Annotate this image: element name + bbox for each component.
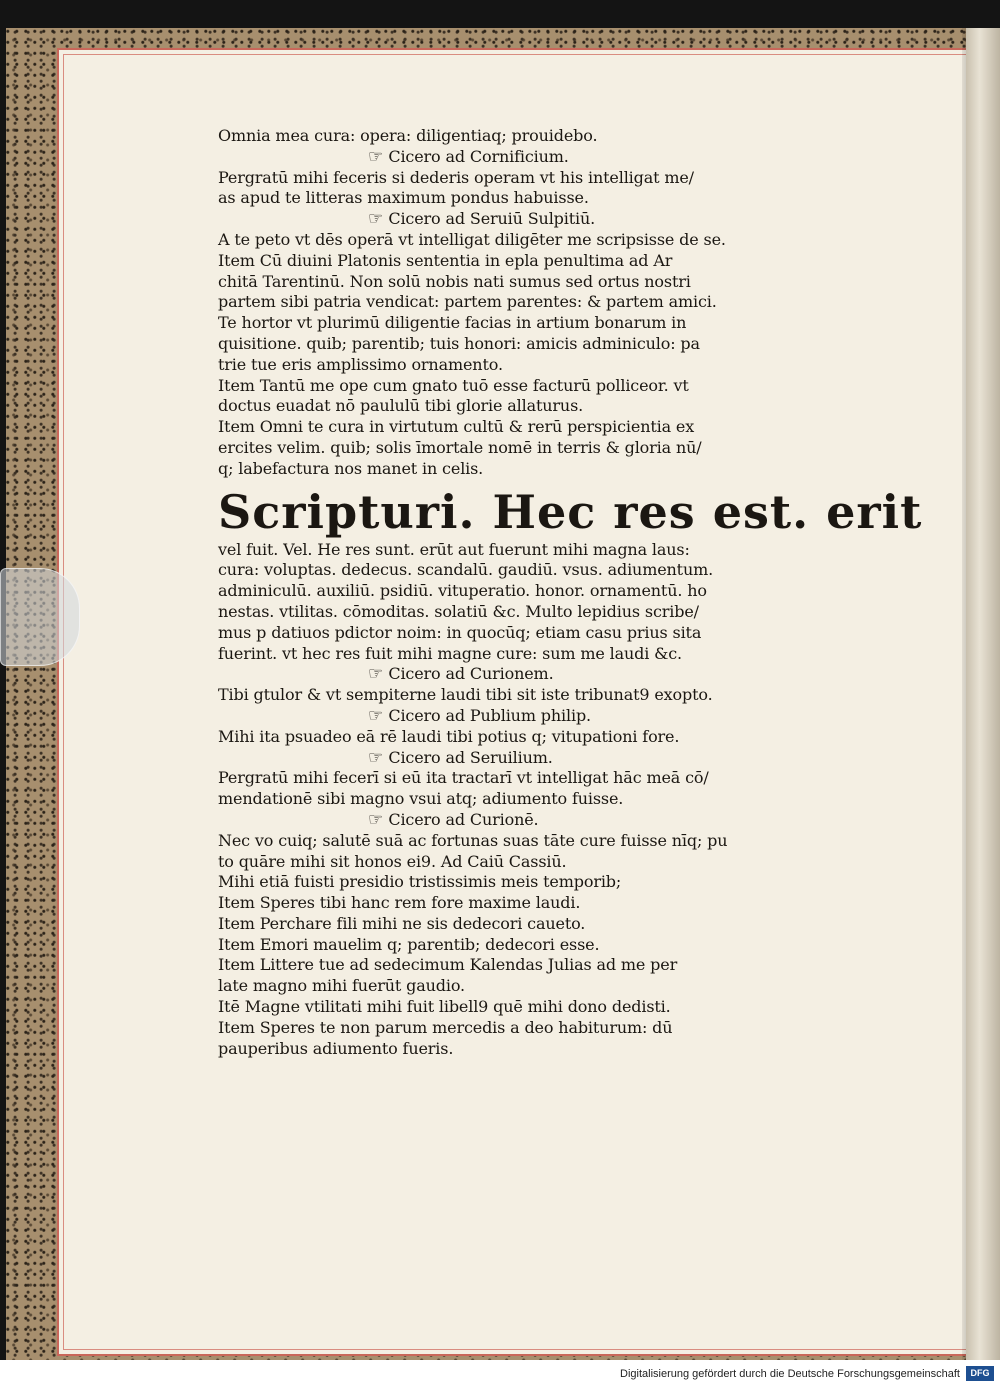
- text-line: chitā Tarentinū. Non solū nobis nati sumus sed ortus nostri: [218, 271, 691, 291]
- letter-heading: ☞ Cicero ad Seruilium.: [368, 747, 553, 768]
- footer-bar: [0, 1362, 1000, 1387]
- text-line: pauperibus adiumento fueris.: [218, 1038, 454, 1058]
- text-line: Pergratū mihi feceris si dederis operam vt his intelligat me/: [218, 167, 694, 187]
- text-line: Omnia mea cura: opera: diligentiaq; prouidebo.: [218, 126, 598, 145]
- text-line: quisitione. quib; parentib; tuis honori: amicis adminiculo: pa: [218, 333, 700, 353]
- text-line: ercites velim. quib; solis īmortale nomē in terris & gloria nū/: [218, 437, 702, 457]
- text-line: as apud te litteras maximum pondus habuisse.: [218, 188, 589, 208]
- letter-heading: ☞ Cicero ad Curionē.: [368, 809, 539, 830]
- text-line: A te peto vt dēs operā vt intelligat diligēter me scripsisse de se.: [218, 229, 726, 249]
- letter-heading: ☞ Cicero ad Cornificium.: [368, 146, 569, 167]
- pointing-hand-icon: ☞: [368, 209, 389, 230]
- text-line: Mihi etiā fuisti presidio tristissimis meis temporib;: [218, 872, 622, 892]
- letter-heading: ☞ Cicero ad Seruiū Sulpitiū.: [368, 209, 596, 230]
- text-line: to quāre mihi sit honos ei9. Ad Caiū Cassiū.: [218, 851, 567, 871]
- text-line: vel fuit. Vel. He res sunt. erūt aut fuerunt mihi magna laus:: [218, 539, 690, 559]
- text-line: Tibi gtulor & vt sempiterne laudi tibi sit iste tribunat9 exopto.: [218, 685, 713, 705]
- text-line: Item Omni te cura in virtutum cultū & rerū perspicientia ex: [218, 417, 695, 437]
- text-line: Te hortor vt plurimū diligentie facias in artium bonarum in: [218, 313, 687, 333]
- section-heading-large: Scripturi. Hec res est. erit: [218, 484, 923, 539]
- text-line: Nec vo cuiq; salutē suā ac fortunas suas tāte cure fuisse nīq; pu: [218, 830, 728, 850]
- text-line: Item Cū diuini Platonis sententia in epla penultima ad Ar: [218, 250, 673, 270]
- text-line: partem sibi patria vendicat: partem parentes: & partem amici.: [218, 292, 717, 312]
- page-clip: [0, 568, 80, 666]
- text-line: Pergratū mihi fecerī si eū ita tractarī vt intelligat hāc meā cō/: [218, 768, 709, 788]
- pointing-hand-icon: ☞: [368, 705, 389, 726]
- text-line: nestas. vtilitas. cōmoditas. solatiū &c. Multo lepidius scribe/: [218, 601, 699, 621]
- text-line: Item Speres tibi hanc rem fore maxime laudi.: [218, 893, 581, 913]
- pointing-hand-icon: ☞: [368, 664, 389, 685]
- text-line: mendationē sibi magno vsui atq; adiumento fuisse.: [218, 789, 624, 809]
- text-line: adminiculū. auxiliū. psidiū. vituperatio. honor. ornamentū. ho: [218, 581, 707, 601]
- text-line: mus p datiuos pdictor noim: in quocūq; etiam casu prius sita: [218, 622, 702, 642]
- text-line: fuerint. vt hec res fuit mihi magne cure: sum me laudi &c.: [218, 643, 682, 663]
- text-line: doctus euadat nō paululū tibi glorie allaturus.: [218, 396, 584, 416]
- pointing-hand-icon: ☞: [368, 809, 389, 830]
- letter-heading: ☞ Cicero ad Publium philip.: [368, 705, 591, 726]
- text-line: Item Perchare fili mihi ne sis dedecori caueto.: [218, 913, 586, 933]
- text-line: q; labefactura nos manet in celis.: [218, 458, 484, 478]
- pointing-hand-icon: ☞: [368, 747, 389, 768]
- facing-page-edge: [966, 28, 1000, 1360]
- pointing-hand-icon: ☞: [368, 146, 389, 167]
- letter-heading: ☞ Cicero ad Curionem.: [368, 664, 554, 685]
- text-line: late magno mihi fuerūt gaudio.: [218, 976, 465, 996]
- text-line: Item Littere tue ad sedecimum Kalendas Julias ad me per: [218, 955, 678, 975]
- text-line: Itē Magne vtilitati mihi fuit libell9 quē mihi dono dedisti.: [218, 997, 671, 1017]
- dfg-logo: DFG: [966, 1366, 994, 1381]
- footer-credit: Digitalisierung gefördert durch die Deutsche Forschungsgemeinschaft: [620, 1368, 960, 1380]
- text-line: Item Tantū me ope cum gnato tuō esse facturū polliceor. vt: [218, 375, 689, 395]
- text-line: trie tue eris amplissimo ornamento.: [218, 354, 503, 374]
- text-line: Item Emori mauelim q; parentib; dedecori esse.: [218, 934, 600, 954]
- text-line: cura: voluptas. dedecus. scandalū. gaudiū. vsus. adiumentum.: [218, 560, 714, 580]
- text-line: Mihi ita psuadeo eā rē laudi tibi potius q; vitupationi fore.: [218, 726, 680, 746]
- text-block: [218, 126, 923, 1059]
- text-line: Item Speres te non parum mercedis a deo habiturum: dū: [218, 1017, 673, 1037]
